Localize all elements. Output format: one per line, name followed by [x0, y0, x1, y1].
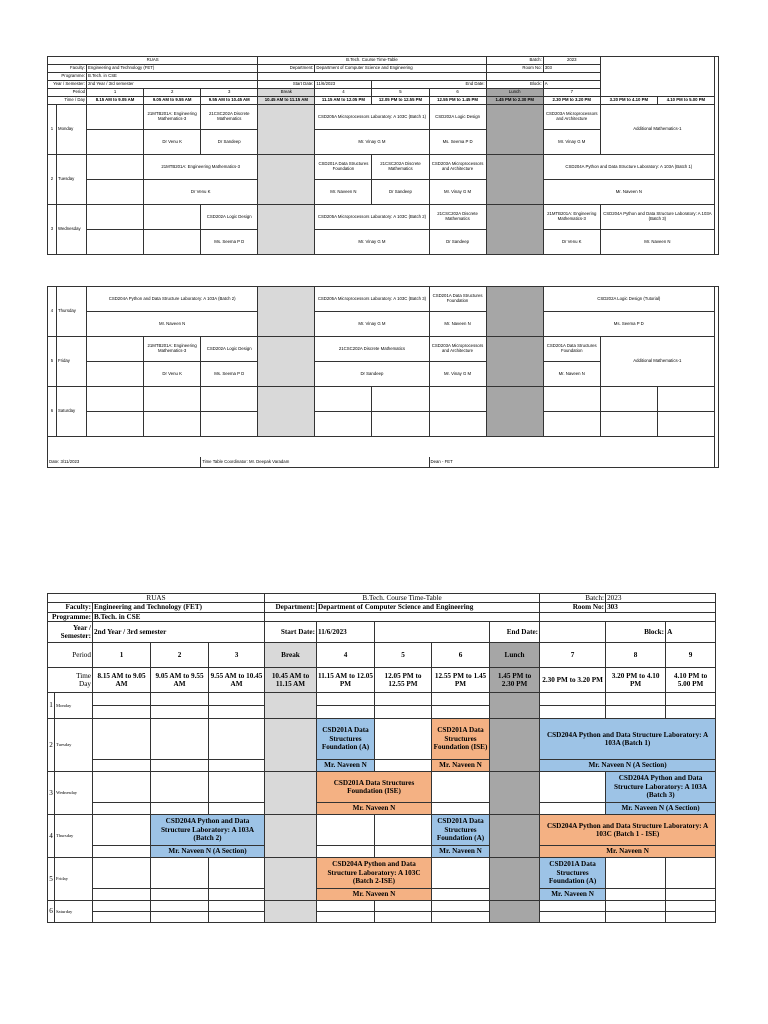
- break-cell: [258, 337, 315, 387]
- time-6: 12.55 PM to 1.45 PM: [429, 97, 486, 105]
- end-date-label-2: End Date:: [490, 621, 540, 642]
- time-break: 10.45 AM to 11.15 AM: [258, 97, 315, 105]
- faculty-cell: Mr. Vinay G M: [315, 230, 429, 255]
- lunch-cell: [486, 205, 543, 255]
- class-cell: CSD205A Microprocessors Laboratory: A 103C (Batch 2): [315, 205, 429, 230]
- year-value-2: 2nd Year / 3rd semester: [93, 621, 265, 642]
- period-8: 8: [606, 642, 666, 667]
- faculty-cell: Dr Sandeep: [372, 180, 429, 205]
- time-5: 12.05 PM to 12.55 PM: [372, 97, 429, 105]
- faculty-cell: Dr Sandeep: [201, 130, 258, 155]
- department-value: Department of Computer Science and Engineering: [315, 65, 486, 73]
- lunch-cell: [490, 814, 540, 857]
- class-cell: CSD202A Logic Design: [201, 205, 258, 230]
- break-cell: [265, 718, 317, 771]
- class-cell: CSD202A Logic Design (Tutorial): [543, 287, 714, 312]
- break-cell: [258, 105, 315, 155]
- time-8: 3.20 PM to 4.10 PM: [606, 667, 666, 692]
- lunch-cell: [490, 857, 540, 900]
- time-3: 9.55 AM to 10.45 AM: [201, 97, 258, 105]
- room-label-2: Room No:: [540, 603, 606, 612]
- time-9: 4.10 PM to 5.00 PM: [657, 97, 714, 105]
- day-num: 6: [48, 387, 57, 437]
- faculty-cell: Mr. Naveen N: [543, 362, 600, 387]
- programme-label-2: Programme:: [48, 612, 93, 621]
- footer-coordinator: Time Table Coordinator: Mr. Deepak Varadam: [201, 457, 429, 468]
- department-label-2: Department:: [265, 603, 317, 612]
- time-8: 3.20 PM to 4.10 PM: [600, 97, 657, 105]
- period-2: 2: [151, 642, 209, 667]
- sheet-title-2: B.Tech. Course Time-Table: [265, 594, 540, 603]
- class-cell: 21CSC202A Discrete Mathematics: [429, 205, 486, 230]
- period-7: 7: [543, 89, 600, 97]
- time-day-label: Time / Day: [48, 97, 87, 105]
- break-cell: [258, 287, 315, 337]
- day-num: 4: [48, 814, 55, 857]
- day-wednesday-2: Wednesday: [55, 771, 93, 814]
- day-num: 6: [48, 900, 55, 922]
- lunch-cell: [486, 105, 543, 155]
- faculty-cell: Ms. Seema P D: [543, 312, 714, 337]
- faculty-cell: Dr Sandeep: [429, 230, 486, 255]
- faculty-cell: Mr. Naveen N (A Section): [540, 759, 716, 771]
- day-num: 4: [48, 287, 57, 337]
- day-num: 1: [48, 692, 55, 718]
- block-label: Block:: [486, 81, 543, 89]
- lunch-cell: [490, 718, 540, 771]
- day-num: 5: [48, 857, 55, 900]
- class-cell: CSD203A Microprocessors and Architecture: [429, 337, 486, 362]
- time-lunch: 1.45 PM to 2.30 PM: [486, 97, 543, 105]
- day-saturday: Saturday: [57, 387, 87, 437]
- time-4: 11.15 AM to 12.05 PM: [315, 97, 372, 105]
- period-label: Period: [48, 89, 87, 97]
- time-day-label-2: Time Day: [48, 667, 93, 692]
- period-3: 3: [201, 89, 258, 97]
- break-cell: [265, 857, 317, 900]
- day-wednesday: Wednesday: [57, 205, 87, 255]
- period-break: Break: [258, 89, 315, 97]
- end-date-label: End Date:: [372, 81, 486, 89]
- class-cell: CSD203A Microprocessors and Architecture: [429, 155, 486, 180]
- class-cell: 21MTB201A: Engineering Mathematics-3: [543, 205, 600, 230]
- faculty-cell: Mr. Vinay G M: [315, 130, 429, 155]
- class-cell: CSD201A Data Structures Foundation (A): [540, 857, 606, 888]
- faculty-cell: Mr. Naveen N (A Section): [606, 802, 716, 814]
- break-cell: [258, 387, 315, 437]
- start-date-value: 11/6/2023: [315, 81, 372, 89]
- year-label: Year / Semester:: [48, 81, 87, 89]
- faculty-cell: Mr. Naveen N: [540, 845, 716, 857]
- class-cell: CSD204A Python and Data Structure Laboratory: A 103A (Batch 3): [600, 205, 714, 230]
- lunch-cell: [486, 287, 543, 337]
- lunch-cell: [486, 337, 543, 387]
- period-lunch: Lunch: [490, 642, 540, 667]
- class-cell: CSD203A Microprocessors and Architecture: [543, 105, 600, 130]
- sheet-title: B.Tech. Course Time-Table: [258, 57, 486, 65]
- faculty-cell: Mr. Naveen N (A Section): [151, 845, 265, 857]
- faculty-cell: Mr. Naveen N: [600, 230, 714, 255]
- break-cell: [265, 771, 317, 814]
- period-1: 1: [93, 642, 151, 667]
- time-break: 10.45 AM to 11.15 AM: [265, 667, 317, 692]
- day-num: 3: [48, 771, 55, 814]
- period-6: 6: [429, 89, 486, 97]
- lunch-cell: [486, 155, 543, 205]
- time-1: 8.15 AM to 9.05 AM: [87, 97, 144, 105]
- class-cell: CSD205A Microprocessors Laboratory: A 103C (Batch 1): [315, 105, 429, 130]
- day-monday: Monday: [57, 105, 87, 155]
- faculty-cell: Mr. Naveen N: [543, 180, 714, 205]
- break-cell: [265, 814, 317, 857]
- break-cell: [258, 205, 315, 255]
- start-date-label-2: Start Date:: [265, 621, 317, 642]
- block-value: A: [543, 81, 600, 89]
- department-value-2: Department of Computer Science and Engineering: [317, 603, 540, 612]
- institute-name: RUAS: [48, 57, 258, 65]
- faculty-cell: Ms. Seema P D: [201, 362, 258, 387]
- faculty-value: Engineering and Technology (FET): [87, 65, 258, 73]
- faculty-cell: Mr. Naveen N: [432, 759, 490, 771]
- faculty-cell: Mr. Vinay G M: [543, 130, 600, 155]
- class-cell: 21MTB201A: Engineering Mathematics-3: [144, 337, 201, 362]
- year-label-2: Year / Semester:: [48, 621, 93, 642]
- lunch-cell: [490, 771, 540, 814]
- class-cell: Additional Mathematics-1: [600, 337, 714, 387]
- faculty-label: Faculty:: [48, 65, 87, 73]
- faculty-cell: Mr. Naveen N: [317, 802, 432, 814]
- day-num: 2: [48, 155, 57, 205]
- time-4: 11.15 AM to 12.05 PM: [317, 667, 375, 692]
- year-value: 2nd Year / 3rd semester: [87, 81, 258, 89]
- faculty-cell: Mr. Naveen N: [540, 888, 606, 900]
- break-cell: [265, 900, 317, 922]
- right-filler: [714, 57, 718, 255]
- faculty-label-2: Faculty:: [48, 603, 93, 612]
- day-num: 2: [48, 718, 55, 771]
- faculty-value-2: Engineering and Technology (FET): [93, 603, 265, 612]
- faculty-cell: Dr Sandeep: [315, 362, 429, 387]
- faculty-cell: Mr. Naveen N: [87, 312, 258, 337]
- class-cell: CSD204A Python and Data Structure Laboratory: A 103C (Batch 2-ISE): [317, 857, 432, 888]
- break-cell: [265, 692, 317, 718]
- faculty-cell: Mr. Naveen N: [432, 845, 490, 857]
- class-cell: CSD202A Logic Design: [429, 105, 486, 130]
- block-label-2: Block:: [606, 621, 666, 642]
- day-saturday-2: Saturday: [55, 900, 93, 922]
- faculty-cell: Ms. Seema P D: [201, 230, 258, 255]
- faculty-cell: Mr. Vinay G M: [429, 362, 486, 387]
- faculty-cell: Mr. Vinay G M: [429, 180, 486, 205]
- period-lunch: Lunch: [486, 89, 543, 97]
- faculty-cell: Mr. Naveen N: [317, 888, 432, 900]
- class-cell: CSD204A Python and Data Structure Laboratory: A 103A (Batch 3): [606, 771, 716, 802]
- period-5: 5: [375, 642, 432, 667]
- timetable-sheet-1: [47, 56, 719, 255]
- faculty-cell: Mr. Naveen N: [315, 180, 372, 205]
- period-5: 5: [372, 89, 429, 97]
- room-value-2: 303: [606, 603, 716, 612]
- break-cell: [258, 155, 315, 205]
- header-filler: [600, 57, 714, 97]
- day-monday-2: Monday: [55, 692, 93, 718]
- faculty-cell: Dr Venu K: [144, 362, 201, 387]
- class-cell: CSD204A Python and Data Structure Laboratory: A 103A (Batch 2): [151, 814, 265, 845]
- lunch-cell: [486, 387, 543, 437]
- day-tuesday: Tuesday: [57, 155, 87, 205]
- period-4: 4: [317, 642, 375, 667]
- day-tuesday-2: Tuesday: [55, 718, 93, 771]
- faculty-cell: Ms. Seema P D: [429, 130, 486, 155]
- period-7: 7: [540, 642, 606, 667]
- batch-value: 2023: [543, 57, 600, 65]
- period-4: 4: [315, 89, 372, 97]
- lunch-cell: [490, 900, 540, 922]
- department-label: Department:: [258, 65, 315, 73]
- lunch-cell: [490, 692, 540, 718]
- period-9: 9: [666, 642, 716, 667]
- class-cell: 21CSC202A Discrete Mathematics: [372, 155, 429, 180]
- class-cell: CSD205A Microprocessors Laboratory: A 103C (Batch 3): [315, 287, 429, 312]
- programme-label: Programme:: [48, 73, 87, 81]
- period-2: 2: [144, 89, 201, 97]
- class-cell: 21MTB201A: Engineering Mathematics-3: [144, 155, 258, 180]
- class-cell: CSD201A Data Structures Foundation (ISE): [317, 771, 432, 802]
- class-cell: CSD201A Data Structures Foundation: [429, 287, 486, 312]
- footer-date: Date: 3/11/2023: [48, 457, 201, 468]
- time-6: 12.55 PM to 1.45 PM: [432, 667, 490, 692]
- time-2: 9.05 AM to 9.55 AM: [151, 667, 209, 692]
- timetable-sheet-1-lower: [47, 286, 719, 468]
- period-1: 1: [87, 89, 144, 97]
- batch-value-2: 2023: [606, 594, 716, 603]
- class-cell: Additional Mathematics-1: [600, 105, 714, 155]
- faculty-cell: Mr. Vinay G M: [315, 312, 429, 337]
- day-friday: Friday: [57, 337, 87, 387]
- day-num: 3: [48, 205, 57, 255]
- class-cell: CSD201A Data Structures Foundation (A): [432, 814, 490, 845]
- batch-label: Batch:: [486, 57, 543, 65]
- faculty-cell: Mr. Naveen N: [317, 759, 375, 771]
- start-date-value-2: 11/6/2023: [317, 621, 375, 642]
- period-3: 3: [209, 642, 265, 667]
- time-3: 9.55 AM to 10.45 AM: [209, 667, 265, 692]
- class-cell: CSD201A Data Structures Foundation: [543, 337, 600, 362]
- time-1: 8.15 AM to 9.05 AM: [93, 667, 151, 692]
- time-lunch: 1.45 PM to 2.30 PM: [490, 667, 540, 692]
- class-cell: CSD201A Data Structures Foundation (ISE): [432, 718, 490, 759]
- class-cell: CSD201A Data Structures Foundation: [315, 155, 372, 180]
- class-cell: CSD204A Python and Data Structure Laboratory: A 103A (Batch 1): [543, 155, 714, 180]
- time-7: 2.30 PM to 3.20 PM: [543, 97, 600, 105]
- start-date-label: Start Date:: [258, 81, 315, 89]
- timetable-sheet-2: [47, 593, 716, 923]
- faculty-cell: Dr Venu K: [144, 180, 258, 205]
- room-value: 303: [543, 65, 600, 73]
- programme-value-2: B.Tech. in CSE: [93, 612, 265, 621]
- class-cell: CSD204A Python and Data Structure Laboratory: A 103A (Batch 2): [87, 287, 258, 312]
- day-friday-2: Friday: [55, 857, 93, 900]
- faculty-cell: Dr Venu K: [144, 130, 201, 155]
- institute-name-2: RUAS: [48, 594, 265, 603]
- class-cell: CSD204A Python and Data Structure Laboratory: A 103A (Batch 1): [540, 718, 716, 759]
- time-5: 12.05 PM to 12.55 PM: [375, 667, 432, 692]
- period-label-2: Period: [48, 642, 93, 667]
- day-num: 1: [48, 105, 57, 155]
- class-cell: 21MTB201A: Engineering Mathematics-3: [144, 105, 201, 130]
- time-9: 4.10 PM to 5.00 PM: [666, 667, 716, 692]
- class-cell: CSD204A Python and Data Structure Laboratory: A 103C (Batch 1 - ISE): [540, 814, 716, 845]
- period-break: Break: [265, 642, 317, 667]
- day-num: 5: [48, 337, 57, 387]
- time-2: 9.05 AM to 9.55 AM: [144, 97, 201, 105]
- programme-value: B.Tech. in CSE: [87, 73, 258, 81]
- day-thursday-2: Thursday: [55, 814, 93, 857]
- faculty-cell: Dr Venu K: [543, 230, 600, 255]
- period-6: 6: [432, 642, 490, 667]
- class-cell: CSD202A Logic Design: [201, 337, 258, 362]
- batch-label-2: Batch:: [540, 594, 606, 603]
- footer-dean: Dean - FET: [429, 457, 714, 468]
- class-cell: CSD201A Data Structures Foundation (A): [317, 718, 375, 759]
- day-thursday: Thursday: [57, 287, 87, 337]
- faculty-cell: Mr. Naveen N: [429, 312, 486, 337]
- room-label: Room No:: [486, 65, 543, 73]
- class-cell: 21CSC202A Discrete Mathematics: [315, 337, 429, 362]
- time-7: 2.30 PM to 3.20 PM: [540, 667, 606, 692]
- block-value-2: A: [666, 621, 716, 642]
- class-cell: 21CSC202A Discrete Mathematics: [201, 105, 258, 130]
